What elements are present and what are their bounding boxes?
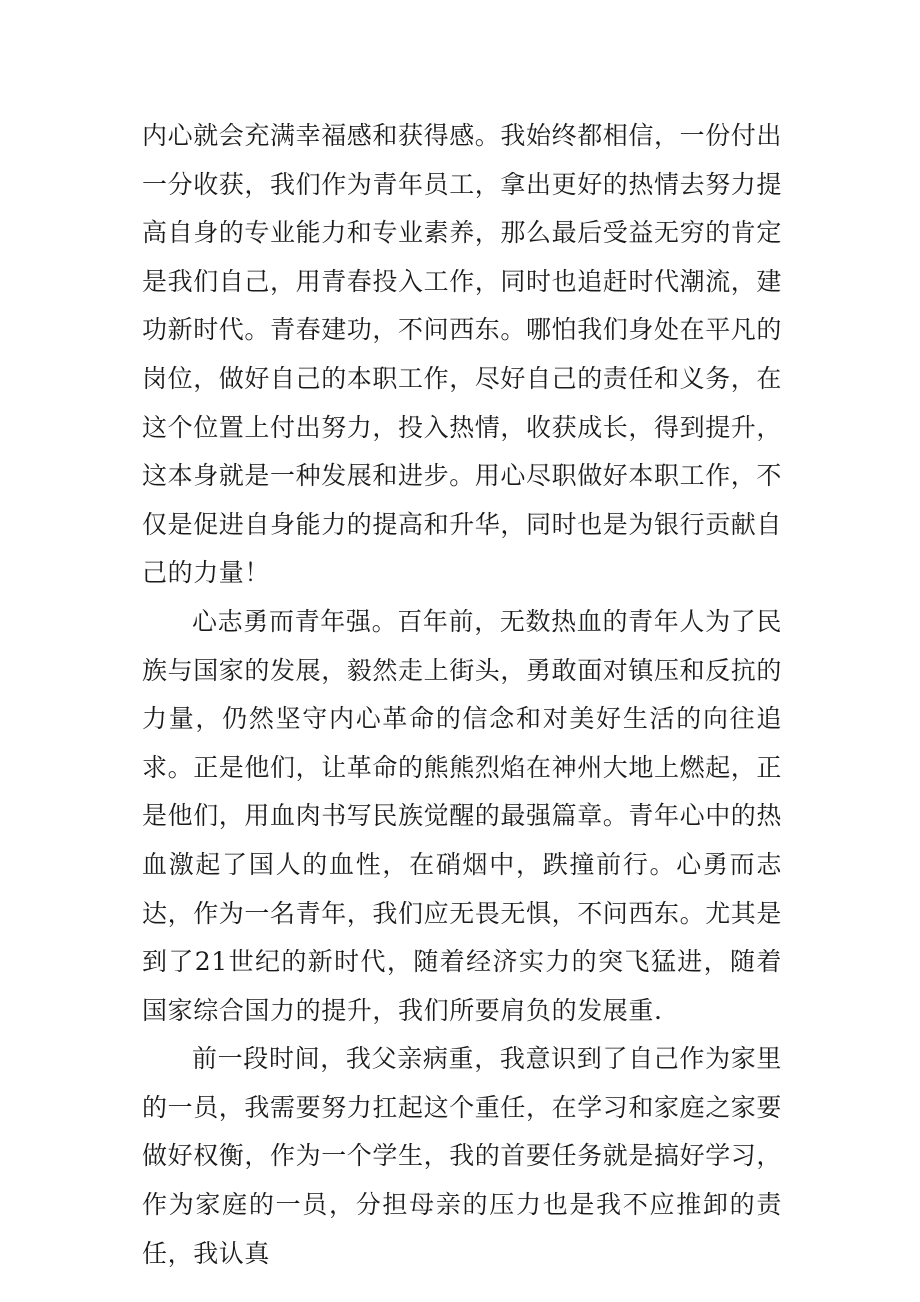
paragraph-1: 内心就会充满幸福感和获得感。我始终都相信，一份付出一分收获，我们作为青年员工，拿出更好的热情去努力提高自身的专业能力和专业素养，那么最后受益无穷的肯定是我们自己，用青春投入工作，同时也追赶时代潮流，建功新时代。青春建功，不问西东。哪怕我们身处在平凡的岗位，做好自己的本职工作，尽好自己的责任和义务，在这个位置上付出努力，投入热情，收获成长，得到提升，这本身就是一种发展和进步。用心尽职做好本职工作，不仅是促进自身能力的提高和升华，同时也是为银行贡献自己的力量！ (142, 121, 783, 588)
document-body (142, 112, 782, 1278)
paragraph-3: 前一段时间，我父亲病重，我意识到了自己作为家里的一员，我需要努力扛起这个重任，在学习和家庭之家要做好权衡，作为一个学生，我的首要任务就是搞好学习，作为家庭的一员，分担母亲的压力也是我不应推卸的责任，我认真 (142, 1044, 783, 1268)
paragraph-2: 心志勇而青年强。百年前，无数热血的青年人为了民族与国家的发展，毅然走上街头，勇敢面对镇压和反抗的力量，仍然坚守内心革命的信念和对美好生活的向往追求。正是他们，让革命的熊熊烈焰在神州大地上燃起，正是他们，用血肉书写民族觉醒的最强篇章。青年心中的热血激起了国人的血性，在硝烟中，跌撞前行。心勇而志达，作为一名青年，我们应无畏无惧，不问西东。尤其是到了21世纪的新时代，随着经济实力的突飞猛进，随着国家综合国力的提升，我们所要肩负的发展重. (142, 606, 783, 1025)
